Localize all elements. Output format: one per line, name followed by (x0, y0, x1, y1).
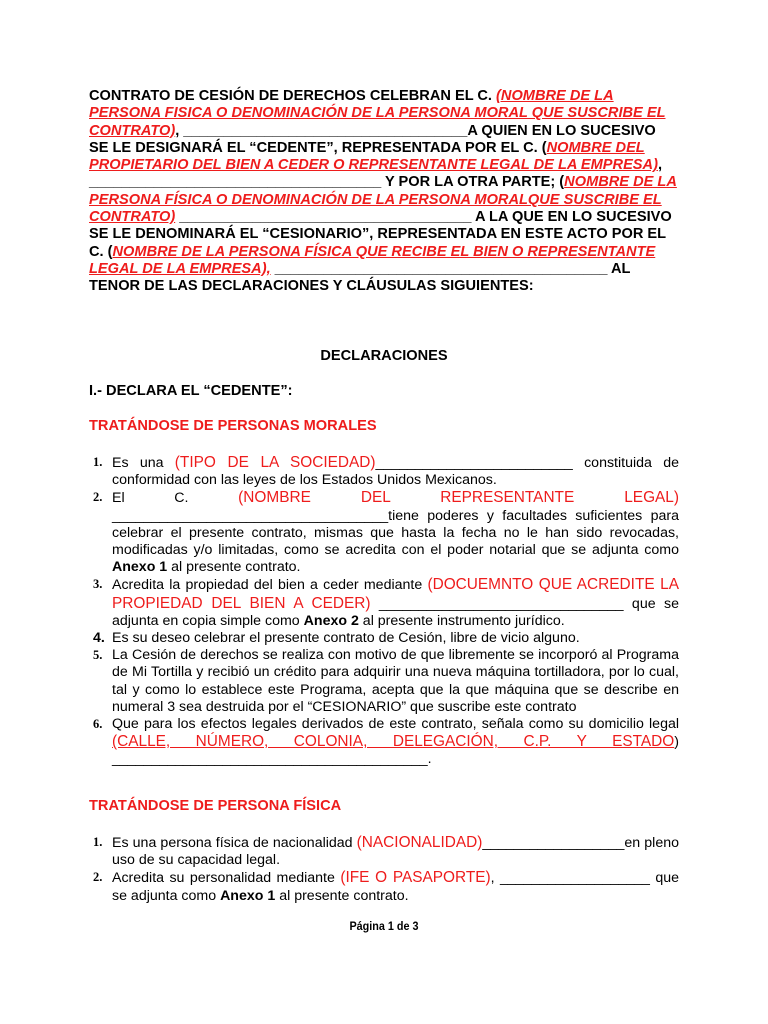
item-text: al presente contrato. (275, 887, 409, 904)
item-number: 1. (93, 835, 103, 849)
item-text: Es una persona física de nacionalidad (112, 835, 357, 851)
item-number: 3. (93, 577, 103, 592)
item-text: El C. (112, 490, 239, 507)
list-item (93, 489, 679, 576)
section-title-cedente: I.- DECLARA EL “CEDENTE”: (89, 383, 293, 399)
placeholder-text: (NACIONALIDAD) (356, 834, 483, 851)
item-text: _________________________ constituida de conformidad con las leyes de los Estados Unidos Mexicanos. (112, 455, 679, 489)
item-text: ) ________________________________________. (112, 734, 679, 768)
item-text: , ___________________ que se adjunta como (112, 870, 680, 904)
item-text: __________________en pleno uso de su capacidad legal. (112, 835, 679, 869)
persona-fisica-heading: TRATÁNDOSE DE PERSONA FÍSICA (89, 798, 342, 814)
list-item (93, 716, 679, 769)
personas-morales-list (93, 454, 679, 769)
page-footer: Página 1 de 3 (349, 919, 419, 933)
intro-text: CONTRATO DE CESIÓN DE DERECHOS CELEBRAN EL C. (89, 88, 497, 104)
persona-fisica-list (93, 834, 680, 905)
item-number: 6. (93, 717, 103, 732)
item-number: 1. (93, 455, 103, 469)
item-text: al presente instrumento jurídico. (358, 612, 565, 629)
cedente-representative-placeholder: NOMBRE DEL PROPIETARIO DEL BIEN A CEDER O REPRESENTANTE LEGAL DE LA EMPRESA) (89, 139, 658, 174)
item-text: Es su deseo celebrar el presente contrato de Cesión, libre de vicio alguno. (112, 630, 580, 647)
contract-intro-paragraph (89, 88, 679, 296)
item-text: Que para los efectos legales derivados de este contrato, señala como su domicilio legal (112, 716, 679, 733)
list-item (93, 834, 679, 869)
cesionario-name-placeholder: NOMBRE DE LA PERSONA FÍSICA O DENOMINACIÓN DE LA PERSONA MORALQUE SUSCRIBE EL CONTRATO) (89, 174, 677, 226)
placeholder-text: (NOMBRE DEL REPRESENTANTE LEGAL) (238, 489, 679, 507)
list-item (93, 630, 679, 647)
placeholder-text: (CALLE, NÚMERO, COLONIA, DELEGACIÓN, C.P. Y ESTADO (112, 733, 675, 751)
item-text: La Cesión de derechos se realiza con motivo de que libremente se incorporó al Programa de Mi Tortilla y recibió un crédito para adquirir una nueva máquina tortilladora, por lo cual, tal y como lo establece este Programa, acepta que la que máquina que se describe en numeral 3 sea destruida por el “CESIONARIO” que suscribe este contrato (112, 647, 679, 715)
item-number: 4. (93, 630, 105, 647)
item-number: 2. (93, 490, 103, 505)
list-item (93, 647, 679, 716)
annex-reference: Anexo 1 (112, 559, 168, 576)
item-text: Es una (112, 455, 175, 471)
item-text: _______________________________ que se adjunta en copia simple como (112, 595, 679, 629)
placeholder-text: (IFE O PASAPORTE) (340, 869, 491, 887)
intro-text: , ___________________________________A QUIEN EN LO SUCESIVO SE LE DESIGNARÁ EL “CEDENTE”, REPRESENTADA POR EL C. ( (89, 122, 656, 156)
list-item (93, 454, 679, 489)
item-number: 5. (93, 648, 103, 663)
list-item (93, 576, 679, 630)
annex-reference: Anexo 2 (303, 612, 359, 629)
cedente-name-placeholder: (NOMBRE DE LA PERSONA FISICA O DENOMINACIÓN DE LA PERSONA MORAL QUE SUSCRIBE EL CONTRATO) (89, 88, 666, 139)
cesionario-representative-placeholder: NOMBRE DE LA PERSONA FÍSICA QUE RECIBE EL BIEN O REPRESENTANTE LEGAL DE LA EMPRESA), (89, 243, 656, 277)
intro-text: ____________________________________ A LA QUE EN LO SUCESIVO SE LE DENOMINARÁ EL “CESIONARIO”, REPRESENTADA EN ESTE ACTO POR EL C. ( (89, 209, 672, 260)
declaraciones-heading: DECLARACIONES (320, 348, 448, 364)
item-text: Acredita la propiedad del bien a ceder mediante (112, 577, 428, 594)
annex-reference: Anexo 1 (220, 887, 276, 904)
item-text: ___________________________________tiene poderes y facultades suficientes para celebrar el presente contrato, mismas que hasta la fecha no le han sido revocadas, modificadas y/o limitadas, como se acredita con el poder notarial que se adjunta como (112, 507, 679, 559)
placeholder-text: (TIPO DE LA SOCIEDAD) (174, 454, 376, 471)
intro-text: , ____________________________________ Y POR LA OTRA PARTE; ( (89, 157, 663, 191)
list-item (93, 869, 680, 904)
item-text: Acredita su personalidad mediante (112, 870, 341, 887)
personas-morales-heading: TRATÁNDOSE DE PERSONAS MORALES (89, 418, 377, 434)
item-text: al presente contrato. (167, 559, 301, 576)
item-number: 2. (93, 870, 103, 885)
intro-text: _________________________________________ AL TENOR DE LAS DECLARACIONES Y CLÁUSULAS SIGUIENTES: (89, 260, 631, 295)
placeholder-text: (DOCUEMNTO QUE ACREDITE LA PROPIEDAD DEL BIEN A CEDER) (112, 576, 679, 612)
